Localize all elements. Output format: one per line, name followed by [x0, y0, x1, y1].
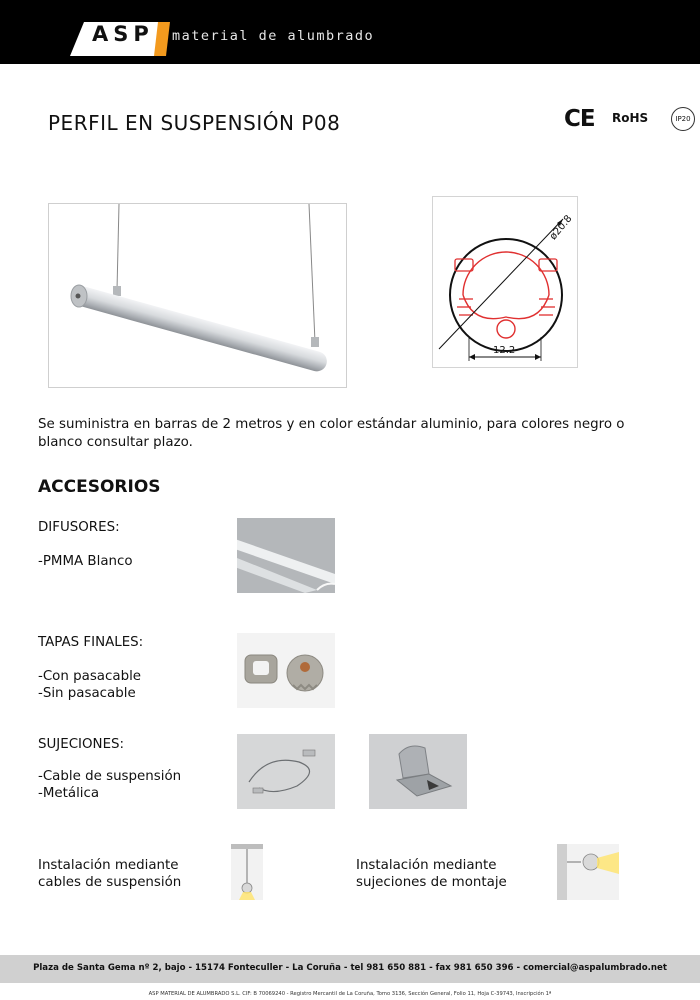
end-caps-photo	[237, 633, 335, 708]
sujeciones-item-2: -Metálica	[38, 786, 100, 801]
difusores-title: DIFUSORES:	[38, 520, 120, 535]
tapas-title: TAPAS FINALES:	[38, 635, 144, 650]
header-tagline: material de alumbrado	[172, 28, 375, 44]
install-cables-line2: cables de suspensión	[38, 875, 182, 890]
metal-bracket-photo	[369, 734, 467, 809]
sujeciones-item-1: -Cable de suspensión	[38, 769, 182, 784]
tapas-item-2: -Sin pasacable	[38, 686, 136, 701]
install-montaje-line1: Instalación mediante	[356, 858, 497, 873]
rohs-mark: RoHS	[612, 111, 649, 125]
logo-text: ASP	[92, 22, 154, 46]
profile-section-diagram	[432, 196, 578, 368]
product-photo	[48, 203, 347, 388]
page-header	[0, 0, 700, 64]
diameter-dimension: ø20.8	[547, 213, 575, 243]
tapas-item-1: -Con pasacable	[38, 669, 142, 684]
install-cables-line1: Instalación mediante	[38, 858, 179, 873]
footer-address: Plaza de Santa Gema nº 2, bajo - 15174 Fonteculler - La Coruña - tel 981 650 881 - fax 981 650 396 - comercial@aspalumbrado.net	[33, 963, 667, 973]
bracket-installation-diagram	[557, 844, 619, 900]
install-montaje-line2: sujeciones de montaje	[356, 875, 507, 890]
certification-marks	[560, 104, 700, 136]
page-title: PERFIL EN SUSPENSIÓN P08	[48, 111, 341, 135]
ce-mark: CE	[564, 106, 595, 132]
suspended-profile-image	[49, 204, 348, 389]
suspension-cable-photo	[237, 734, 335, 809]
difusores-item: -PMMA Blanco	[38, 554, 133, 569]
ip-rating-badge: IP20	[671, 107, 695, 131]
cable-installation-diagram	[231, 844, 263, 900]
footer-legal: ASP MATERIAL DE ALUMBRADO S.L. CIF: B 70069240 - Registro Mercantil de La Coruña, Tomo 3136, Sección General, Folio 11, Hoja C-39743, Inscripción 1ª	[148, 991, 552, 997]
accessories-heading: ACCESORIOS	[38, 477, 161, 497]
sujeciones-title: SUJECIONES:	[38, 737, 125, 752]
width-dimension: 12.2	[493, 345, 516, 356]
diffuser-photo	[237, 518, 335, 593]
product-description: Se suministra en barras de 2 metros y en color estándar aluminio, para colores negro o blanco consultar plazo.	[38, 417, 625, 450]
